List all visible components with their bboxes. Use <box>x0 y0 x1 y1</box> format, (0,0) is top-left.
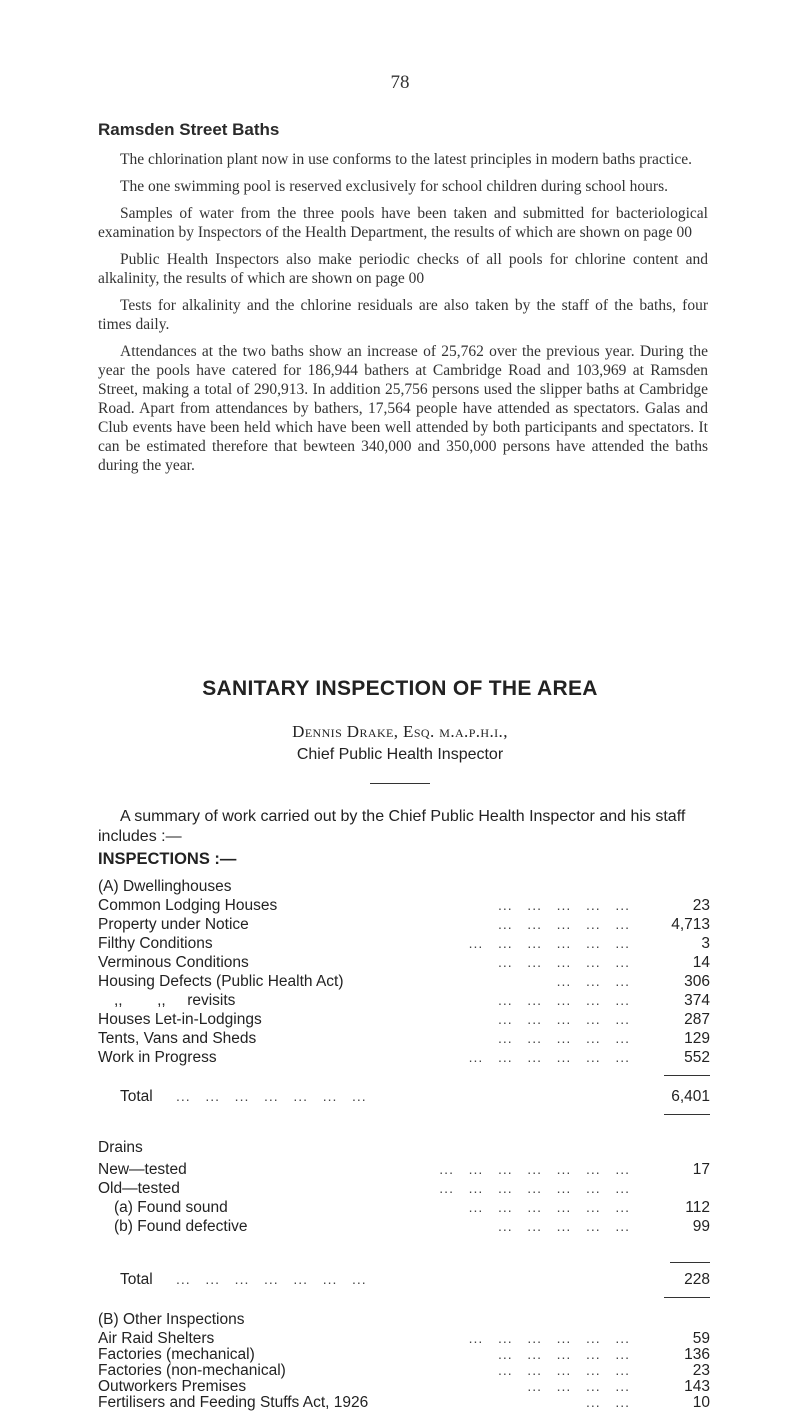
paragraph-checks: Public Health Inspectors also make periodic checks of all pools for chlorine content and alkalinity, the results of which are shown on page 00 <box>98 251 708 287</box>
row-label: Air Raid Shelters <box>98 1330 215 1347</box>
row-value: 136 <box>684 1346 710 1363</box>
total-label: Total <box>120 1271 153 1288</box>
drains-table <box>98 1139 710 1237</box>
total-rule-top <box>664 1075 710 1076</box>
drains-heading: Drains <box>98 1139 143 1156</box>
leader-dots: ... ... ... ... <box>527 1378 630 1394</box>
row-label: ,, ,, revisits <box>114 992 236 1009</box>
row-label: Factories (mechanical) <box>98 1346 255 1363</box>
leader-dots: ... ... ... ... ... <box>497 954 630 970</box>
total-value: 228 <box>684 1271 710 1288</box>
dwellinghouses-total <box>98 1088 710 1107</box>
row-value: 17 <box>692 1161 710 1178</box>
leader-dots: ... ... ... ... ... <box>497 1346 630 1362</box>
inspector-title: Chief Public Health Inspector <box>296 746 504 763</box>
row-label: Tents, Vans and Sheds <box>98 1030 257 1047</box>
drains-rule-bottom <box>664 1297 710 1298</box>
paragraph-attendances: Attendances at the two baths show an increase of 25,762 over the previous year. During the year the pools have catered for 186,944 bathers at Cambridge Road and 103,969 at Ramsden Street, making a total of 290,913. In addition 25,756 persons used the slipper baths at Cambridge Road. Apart from attendances by bathers, 17,564 people have attended as spectators. Galas and Club events have been held which have been well attended by both participants and spectators. It can be estimated therefore that bewteen 340,000 and 350,000 persons have attended the baths during the year. <box>98 343 708 474</box>
row-label: Filthy Conditions <box>98 935 213 952</box>
row-value: 23 <box>692 897 710 914</box>
row-label: Fertilisers and Feeding Stuffs Act, 1926 <box>98 1394 369 1411</box>
paragraph-tests: Tests for alkalinity and the chlorine residuals are also taken by the staff of the baths, four times daily. <box>98 297 708 333</box>
other-inspections-table <box>98 1311 710 1410</box>
row-value: 10 <box>692 1394 710 1411</box>
row-label: (b) Found defective <box>114 1218 248 1235</box>
leader-dots: ... ... ... ... ... <box>497 1362 630 1378</box>
leader-dots: ... ... <box>585 1394 630 1410</box>
row-value: 14 <box>692 954 710 971</box>
baths-paragraphs <box>98 150 708 483</box>
row-value: 3 <box>701 935 710 952</box>
row-value: 23 <box>692 1362 710 1379</box>
other-inspections-heading: (B) Other Inspections <box>98 1311 245 1328</box>
row-label: Housing Defects (Public Health Act) <box>98 973 344 990</box>
leader-dots: ... ... ... ... ... <box>497 916 630 932</box>
drains-rule-top <box>670 1262 710 1263</box>
paragraph-samples: Samples of water from the three pools have been taken and submitted for bacteriological examination by Inspectors of the Health Department, the results of which are shown on page 00 <box>98 205 708 241</box>
leader-dots: ... ... ... <box>556 973 630 989</box>
leader-dots: ... ... ... ... ... <box>497 1218 630 1234</box>
row-value: 112 <box>685 1199 710 1216</box>
row-label: Verminous Conditions <box>98 954 249 971</box>
paragraph-school-hours: The one swimming pool is reserved exclusively for school children during school hours. <box>120 178 668 195</box>
divider-rule <box>370 783 430 784</box>
row-label: (a) Found sound <box>114 1199 228 1216</box>
row-value: 306 <box>684 973 710 990</box>
leader-dots: ... ... ... ... ... ... ... <box>176 1088 367 1104</box>
row-label: Work in Progress <box>98 1049 217 1066</box>
row-label: Common Lodging Houses <box>98 897 278 914</box>
row-value: 59 <box>692 1330 710 1347</box>
inspections-heading: INSPECTIONS :— <box>98 850 237 868</box>
row-label: Outworkers Premises <box>98 1378 247 1395</box>
summary-text: A summary of work carried out by the Chief Public Health Inspector and his staff includes :— <box>98 808 686 845</box>
row-value: 129 <box>684 1030 710 1047</box>
sanitary-heading: SANITARY INSPECTION OF THE AREA <box>202 677 598 700</box>
row-label: Houses Let-in-Lodgings <box>98 1011 262 1028</box>
leader-dots: ... ... ... ... ... ... ... <box>439 1161 630 1177</box>
leader-dots: ... ... ... ... ... ... <box>468 935 630 951</box>
row-value: 99 <box>692 1218 710 1235</box>
drains-total <box>98 1271 710 1290</box>
row-label: Property under Notice <box>98 916 249 933</box>
row-value: 4,713 <box>671 916 710 933</box>
row-label: New—tested <box>98 1161 187 1178</box>
leader-dots: ... ... ... ... ... ... ... <box>176 1271 367 1287</box>
row-value: 374 <box>684 992 710 1009</box>
leader-dots: ... ... ... ... ... ... <box>468 1049 630 1065</box>
dwellinghouses-heading: (A) Dwellinghouses <box>98 878 232 895</box>
total-value: 6,401 <box>671 1088 710 1105</box>
total-rule-bottom <box>664 1114 710 1115</box>
dwellinghouses-table <box>98 878 710 1068</box>
baths-heading: Ramsden Street Baths <box>98 120 280 139</box>
row-value: 552 <box>684 1049 710 1066</box>
row-label: Old—tested <box>98 1180 180 1197</box>
page-number: 78 <box>390 72 410 93</box>
leader-dots: ... ... ... ... ... <box>497 1030 630 1046</box>
total-label: Total <box>120 1088 153 1105</box>
row-label: Factories (non-mechanical) <box>98 1362 286 1379</box>
leader-dots: ... ... ... ... ... ... <box>468 1330 630 1346</box>
leader-dots: ... ... ... ... ... <box>497 1011 630 1027</box>
paragraph-chlorination: The chlorination plant now in use conforms to the latest principles in modern baths practice. <box>120 151 693 168</box>
row-value: 143 <box>684 1378 710 1395</box>
leader-dots: ... ... ... ... ... <box>497 992 630 1008</box>
leader-dots: ... ... ... ... ... ... <box>468 1199 630 1215</box>
leader-dots: ... ... ... ... ... ... ... <box>439 1180 630 1196</box>
leader-dots: ... ... ... ... ... <box>497 897 630 913</box>
row-value: 287 <box>684 1011 710 1028</box>
inspector-name: Dennis Drake, Esq. m.a.p.h.i., <box>292 722 508 741</box>
